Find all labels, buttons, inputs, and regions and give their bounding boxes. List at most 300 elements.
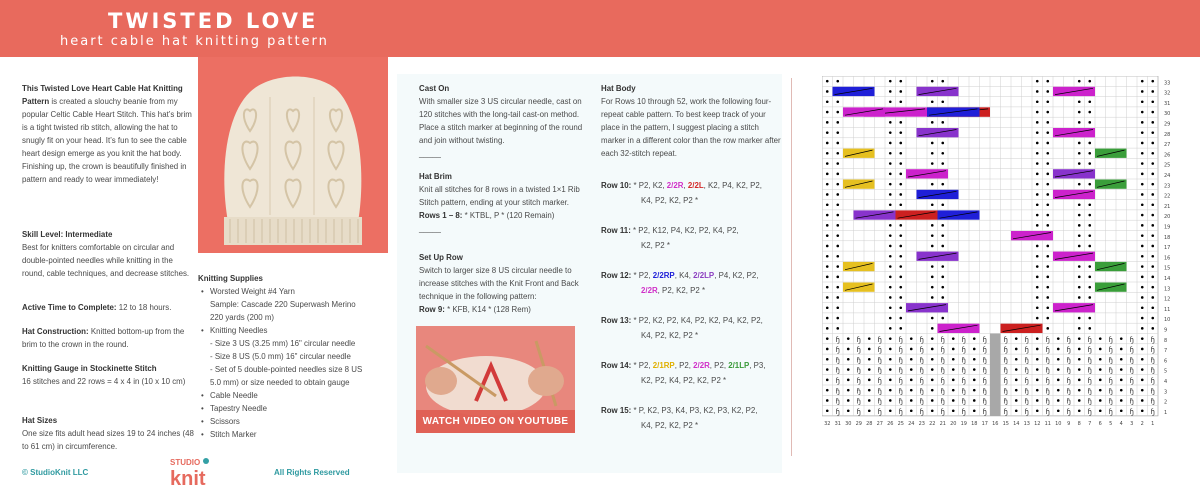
purl-dot bbox=[910, 399, 913, 402]
purl-dot bbox=[826, 224, 829, 227]
ktbl-symbol: ɧ bbox=[1087, 387, 1092, 396]
purl-dot bbox=[1078, 111, 1081, 114]
purl-dot bbox=[1088, 100, 1091, 103]
purl-dot bbox=[1046, 286, 1049, 289]
column-number-label: 21 bbox=[939, 420, 946, 427]
purl-dot bbox=[826, 327, 829, 330]
column-divider bbox=[791, 78, 792, 456]
cable-term: 2/2R bbox=[693, 361, 710, 370]
purl-dot bbox=[889, 348, 892, 351]
purl-dot bbox=[1120, 379, 1123, 382]
purl-dot bbox=[910, 389, 913, 392]
purl-dot bbox=[1151, 317, 1154, 320]
purl-dot bbox=[1141, 255, 1144, 258]
purl-dot bbox=[952, 379, 955, 382]
purl-dot bbox=[1046, 193, 1049, 196]
ktbl-symbol: ɧ bbox=[919, 346, 924, 355]
purl-dot bbox=[1078, 399, 1081, 402]
row-instruction bbox=[601, 223, 739, 253]
purl-dot bbox=[847, 348, 850, 351]
row-label: Row 15: bbox=[601, 406, 632, 415]
purl-dot bbox=[1088, 142, 1091, 145]
purl-dot bbox=[1046, 121, 1049, 124]
purl-dot bbox=[1078, 368, 1081, 371]
purl-dot bbox=[1036, 152, 1039, 155]
purl-dot bbox=[1078, 234, 1081, 237]
purl-dot bbox=[941, 286, 944, 289]
cable-term: 2/2RP bbox=[652, 271, 675, 280]
supplies-section bbox=[198, 272, 393, 441]
purl-dot bbox=[847, 337, 850, 340]
construction-label: Hat Construction: bbox=[22, 327, 89, 336]
purl-dot bbox=[1141, 203, 1144, 206]
purl-dot bbox=[889, 368, 892, 371]
purl-dot bbox=[910, 379, 913, 382]
purl-dot bbox=[826, 152, 829, 155]
supply-item: - Set of 5 double-pointed needles size 8 US bbox=[210, 365, 363, 374]
purl-dot bbox=[836, 276, 839, 279]
ktbl-symbol: ɧ bbox=[919, 397, 924, 406]
purl-dot bbox=[889, 379, 892, 382]
supply-item: • Tapestry Needle bbox=[198, 402, 393, 415]
row-text: * P, K2, P3, K4, P3, K2, P3, K2, P2, bbox=[631, 406, 758, 415]
purl-dot bbox=[836, 265, 839, 268]
row-number-label: 1 bbox=[1164, 409, 1168, 416]
purl-dot bbox=[1078, 358, 1081, 361]
column-number-label: 31 bbox=[834, 420, 841, 427]
purl-dot bbox=[1151, 203, 1154, 206]
purl-dot bbox=[836, 317, 839, 320]
ktbl-symbol: ɧ bbox=[1108, 356, 1113, 365]
purl-dot bbox=[868, 379, 871, 382]
logo-bottom-text: knit bbox=[170, 468, 206, 488]
purl-dot bbox=[836, 173, 839, 176]
purl-dot bbox=[1141, 327, 1144, 330]
purl-dot bbox=[836, 203, 839, 206]
ktbl-symbol: ɧ bbox=[1066, 356, 1071, 365]
purl-dot bbox=[899, 286, 902, 289]
ktbl-symbol: ɧ bbox=[940, 346, 945, 355]
purl-dot bbox=[889, 317, 892, 320]
ktbl-symbol: ɧ bbox=[982, 387, 987, 396]
purl-dot bbox=[826, 265, 829, 268]
purl-dot bbox=[836, 152, 839, 155]
purl-dot bbox=[836, 296, 839, 299]
purl-dot bbox=[1141, 121, 1144, 124]
purl-dot bbox=[1099, 348, 1102, 351]
purl-dot bbox=[1078, 100, 1081, 103]
purl-dot bbox=[1046, 162, 1049, 165]
row-number-label: 30 bbox=[1164, 111, 1171, 118]
row-number-label: 26 bbox=[1164, 152, 1171, 159]
setup-section bbox=[419, 251, 591, 316]
ktbl-symbol: ɧ bbox=[1129, 387, 1134, 396]
purl-dot bbox=[826, 214, 829, 217]
row-number-label: 15 bbox=[1164, 265, 1171, 272]
purl-dot bbox=[941, 121, 944, 124]
purl-dot bbox=[826, 317, 829, 320]
purl-dot bbox=[1046, 90, 1049, 93]
purl-dot bbox=[1046, 306, 1049, 309]
row-continuation bbox=[601, 286, 705, 295]
purl-dot bbox=[1088, 80, 1091, 83]
purl-dot bbox=[899, 224, 902, 227]
purl-dot bbox=[1036, 306, 1039, 309]
purl-dot bbox=[868, 399, 871, 402]
ktbl-symbol: ɧ bbox=[835, 346, 840, 355]
purl-dot bbox=[1046, 255, 1049, 258]
row-number-label: 2 bbox=[1164, 399, 1168, 406]
purl-dot bbox=[931, 100, 934, 103]
copyright-text: © StudioKnit LLC bbox=[22, 468, 89, 477]
row-number-label: 32 bbox=[1164, 90, 1171, 97]
brim-text: Knit all stitches for 8 rows in a twisted 1×1 Rib Stitch pattern, ending at your stitch marker. bbox=[419, 185, 580, 207]
purl-dot bbox=[1046, 111, 1049, 114]
purl-dot bbox=[899, 296, 902, 299]
purl-dot bbox=[1088, 214, 1091, 217]
cable-term: 2/2R bbox=[666, 181, 684, 190]
purl-dot bbox=[1078, 409, 1081, 412]
setup-row-label: Row 9: bbox=[419, 305, 445, 314]
purl-dot bbox=[1141, 399, 1144, 402]
purl-dot bbox=[1078, 152, 1081, 155]
purl-dot bbox=[1088, 234, 1091, 237]
purl-dot bbox=[1151, 306, 1154, 309]
purl-dot bbox=[826, 389, 829, 392]
ktbl-symbol: ɧ bbox=[1045, 356, 1050, 365]
row-label: Row 13: bbox=[601, 316, 632, 325]
purl-dot bbox=[1036, 142, 1039, 145]
purl-dot bbox=[952, 389, 955, 392]
purl-dot bbox=[931, 203, 934, 206]
purl-dot bbox=[1057, 348, 1060, 351]
row-text: , P2, bbox=[709, 361, 729, 370]
purl-dot bbox=[931, 389, 934, 392]
purl-dot bbox=[1078, 337, 1081, 340]
purl-dot bbox=[889, 306, 892, 309]
purl-dot bbox=[836, 234, 839, 237]
purl-dot bbox=[899, 234, 902, 237]
purl-dot bbox=[868, 358, 871, 361]
purl-dot bbox=[868, 389, 871, 392]
purl-dot bbox=[1120, 389, 1123, 392]
youtube-video-thumbnail[interactable] bbox=[416, 326, 575, 433]
construction-value: Knitted bottom-up from the brim to the crown in the round. bbox=[22, 327, 185, 349]
ktbl-symbol: ɧ bbox=[1045, 397, 1050, 406]
purl-dot bbox=[1078, 296, 1081, 299]
ktbl-symbol: ɧ bbox=[1150, 387, 1155, 396]
purl-dot bbox=[826, 358, 829, 361]
row-text: , K2, P4, K2, P2, bbox=[703, 181, 762, 190]
purl-dot bbox=[836, 142, 839, 145]
purl-dot bbox=[836, 121, 839, 124]
purl-dot bbox=[952, 368, 955, 371]
purl-dot bbox=[889, 234, 892, 237]
purl-dot bbox=[931, 142, 934, 145]
ktbl-symbol: ɧ bbox=[919, 377, 924, 385]
column-number-label: 24 bbox=[908, 420, 915, 427]
purl-dot bbox=[1141, 234, 1144, 237]
row-number-label: 10 bbox=[1164, 317, 1171, 324]
ktbl-symbol: ɧ bbox=[877, 356, 882, 365]
purl-dot bbox=[1141, 296, 1144, 299]
purl-dot bbox=[868, 368, 871, 371]
row-continuation: K4, P2, K2, P2 * bbox=[641, 331, 699, 340]
ktbl-symbol: ɧ bbox=[1066, 346, 1071, 355]
row-number-label: 12 bbox=[1164, 296, 1171, 303]
ktbl-symbol: ɧ bbox=[1129, 366, 1134, 375]
ktbl-symbol: ɧ bbox=[1003, 346, 1008, 355]
row-label: Row 11: bbox=[601, 226, 631, 235]
purl-dot bbox=[1151, 173, 1154, 176]
column-number-label: 25 bbox=[897, 420, 904, 427]
purl-dot bbox=[1078, 80, 1081, 83]
intro-text: is created a slouchy beanie from my popular Celtic Cable Heart Stitch. This hat’s brim is a tight twisted rib stitch, allowing the hat to snugly fit on your head. It’s fun to see the cable heart design emerge as you knit the hat body. Finishing up, the crown is beautifully finished in pattern and ready to wear immediately! bbox=[22, 97, 192, 184]
column-number-label: 12 bbox=[1034, 420, 1041, 427]
purl-dot bbox=[941, 142, 944, 145]
ktbl-symbol: ɧ bbox=[1045, 377, 1050, 385]
purl-dot bbox=[1078, 379, 1081, 382]
purl-dot bbox=[1141, 224, 1144, 227]
ktbl-symbol: ɧ bbox=[856, 407, 861, 416]
purl-dot bbox=[1036, 317, 1039, 320]
row-text: * P2, bbox=[631, 361, 653, 370]
purl-dot bbox=[973, 368, 976, 371]
purl-dot bbox=[899, 152, 902, 155]
page-title: TWISTED LOVE bbox=[108, 9, 319, 33]
column-number-label: 10 bbox=[1055, 420, 1062, 427]
setup-row-text: * KFB, K14 * (128 Rem) bbox=[444, 305, 531, 314]
purl-dot bbox=[1141, 245, 1144, 248]
purl-dot bbox=[889, 327, 892, 330]
ktbl-symbol: ɧ bbox=[1150, 366, 1155, 375]
row-label: Row 12: bbox=[601, 271, 632, 280]
purl-dot bbox=[1078, 121, 1081, 124]
row-number-label: 33 bbox=[1164, 80, 1171, 87]
caston-text: With smaller size 3 US circular needle, cast on 120 stitches with the long-tail cast-on method. Place a stitch marker at beginning of the round and join without twisting. bbox=[419, 97, 583, 145]
purl-dot bbox=[1015, 368, 1018, 371]
ktbl-symbol: ɧ bbox=[856, 397, 861, 406]
purl-dot bbox=[973, 399, 976, 402]
purl-dot bbox=[899, 203, 902, 206]
ktbl-symbol: ɧ bbox=[1066, 366, 1071, 375]
row-number-label: 5 bbox=[1164, 368, 1168, 375]
purl-dot bbox=[973, 337, 976, 340]
row-label: Row 10: bbox=[601, 181, 632, 190]
purl-dot bbox=[1046, 203, 1049, 206]
purl-dot bbox=[899, 276, 902, 279]
row-number-label: 28 bbox=[1164, 131, 1171, 138]
purl-dot bbox=[1078, 327, 1081, 330]
purl-dot bbox=[931, 276, 934, 279]
purl-dot bbox=[1099, 379, 1102, 382]
ktbl-symbol: ɧ bbox=[1024, 366, 1029, 375]
ktbl-symbol: ɧ bbox=[1087, 335, 1092, 344]
purl-dot bbox=[826, 234, 829, 237]
ktbl-symbol: ɧ bbox=[961, 407, 966, 416]
column-number-label: 29 bbox=[855, 420, 862, 427]
row-text: , P2, K2, P2 * bbox=[657, 286, 706, 295]
caston-section bbox=[419, 82, 591, 160]
row-number-label: 7 bbox=[1164, 348, 1168, 355]
purl-dot bbox=[1078, 183, 1081, 186]
column-number-label: 8 bbox=[1077, 420, 1081, 427]
purl-dot bbox=[826, 100, 829, 103]
purl-dot bbox=[941, 234, 944, 237]
purl-dot bbox=[1046, 317, 1049, 320]
ktbl-symbol: ɧ bbox=[877, 346, 882, 355]
purl-dot bbox=[1141, 131, 1144, 134]
purl-dot bbox=[1099, 409, 1102, 412]
brim-rows-label: Rows 1 – 8: bbox=[419, 211, 463, 220]
purl-dot bbox=[836, 327, 839, 330]
purl-dot bbox=[931, 327, 934, 330]
purl-dot bbox=[1151, 111, 1154, 114]
ktbl-symbol: ɧ bbox=[1150, 335, 1155, 344]
ktbl-symbol: ɧ bbox=[1003, 335, 1008, 344]
purl-dot bbox=[1141, 389, 1144, 392]
purl-dot bbox=[826, 111, 829, 114]
purl-dot bbox=[931, 183, 934, 186]
ktbl-symbol: ɧ bbox=[1087, 377, 1092, 385]
purl-dot bbox=[1078, 286, 1081, 289]
ktbl-symbol: ɧ bbox=[1150, 397, 1155, 406]
purl-dot bbox=[952, 348, 955, 351]
purl-dot bbox=[1046, 142, 1049, 145]
supply-item: • Stitch Marker bbox=[198, 428, 393, 441]
row-number-label: 19 bbox=[1164, 224, 1171, 231]
purl-dot bbox=[836, 245, 839, 248]
purl-dot bbox=[1099, 399, 1102, 402]
column-number-label: 26 bbox=[887, 420, 894, 427]
row-text: , K4, bbox=[674, 271, 694, 280]
purl-dot bbox=[1078, 245, 1081, 248]
ktbl-symbol: ɧ bbox=[1129, 335, 1134, 344]
ktbl-symbol: ɧ bbox=[1129, 356, 1134, 365]
purl-dot bbox=[1151, 131, 1154, 134]
purl-dot bbox=[910, 348, 913, 351]
row-number-label: 8 bbox=[1164, 337, 1168, 344]
purl-dot bbox=[1141, 162, 1144, 165]
cable-term: 2/2L bbox=[687, 181, 704, 190]
row-text: * P2, K2, bbox=[631, 181, 667, 190]
ktbl-symbol: ɧ bbox=[898, 356, 903, 365]
purl-dot bbox=[910, 368, 913, 371]
setup-title: Set Up Row bbox=[419, 253, 463, 262]
ktbl-symbol: ɧ bbox=[1003, 356, 1008, 365]
cable-term: 2/2R bbox=[641, 286, 658, 295]
row-instruction bbox=[601, 178, 762, 208]
purl-dot bbox=[889, 337, 892, 340]
purl-dot bbox=[868, 337, 871, 340]
purl-dot bbox=[826, 162, 829, 165]
purl-dot bbox=[836, 100, 839, 103]
purl-dot bbox=[899, 131, 902, 134]
purl-dot bbox=[1141, 276, 1144, 279]
ktbl-symbol: ɧ bbox=[940, 407, 945, 416]
purl-dot bbox=[931, 152, 934, 155]
purl-dot bbox=[889, 399, 892, 402]
purl-dot bbox=[1036, 276, 1039, 279]
sizes-label: Hat Sizes bbox=[22, 416, 58, 425]
purl-dot bbox=[1141, 80, 1144, 83]
purl-dot bbox=[826, 203, 829, 206]
purl-dot bbox=[1036, 162, 1039, 165]
ktbl-symbol: ɧ bbox=[856, 335, 861, 344]
purl-dot bbox=[1036, 80, 1039, 83]
purl-dot bbox=[1057, 409, 1060, 412]
purl-dot bbox=[1015, 358, 1018, 361]
column-number-label: 6 bbox=[1098, 420, 1102, 427]
purl-dot bbox=[847, 368, 850, 371]
purl-dot bbox=[1078, 389, 1081, 392]
purl-dot bbox=[1046, 296, 1049, 299]
purl-dot bbox=[826, 121, 829, 124]
row-number-label: 18 bbox=[1164, 234, 1171, 241]
ktbl-symbol: ɧ bbox=[898, 397, 903, 406]
watch-video-label[interactable]: WATCH VIDEO ON YOUTUBE bbox=[416, 410, 575, 433]
purl-dot bbox=[1141, 379, 1144, 382]
ktbl-symbol: ɧ bbox=[877, 377, 882, 385]
purl-dot bbox=[973, 358, 976, 361]
ktbl-symbol: ɧ bbox=[1003, 397, 1008, 406]
purl-dot bbox=[826, 296, 829, 299]
column-number-label: 30 bbox=[845, 420, 852, 427]
ktbl-symbol: ɧ bbox=[856, 387, 861, 396]
purl-dot bbox=[973, 409, 976, 412]
ktbl-symbol: ɧ bbox=[1108, 366, 1113, 375]
purl-dot bbox=[1088, 203, 1091, 206]
no-stitch-column bbox=[990, 334, 1001, 416]
brim-rows-text: * KTBL, P * (120 Remain) bbox=[462, 211, 555, 220]
ktbl-symbol: ɧ bbox=[898, 366, 903, 375]
purl-dot bbox=[889, 286, 892, 289]
time-value: 12 to 18 hours. bbox=[116, 303, 172, 312]
purl-dot bbox=[836, 131, 839, 134]
purl-dot bbox=[931, 245, 934, 248]
row-number-label: 29 bbox=[1164, 121, 1171, 128]
time-section bbox=[22, 301, 194, 314]
purl-dot bbox=[1088, 276, 1091, 279]
column-number-label: 2 bbox=[1140, 420, 1144, 427]
purl-dot bbox=[1088, 296, 1091, 299]
cable-term: 2/2LP bbox=[693, 271, 715, 280]
ktbl-symbol: ɧ bbox=[1129, 407, 1134, 416]
ktbl-symbol: ɧ bbox=[1045, 407, 1050, 416]
ktbl-symbol: ɧ bbox=[1003, 407, 1008, 416]
purl-dot bbox=[1036, 255, 1039, 258]
column-number-label: 13 bbox=[1023, 420, 1030, 427]
purl-dot bbox=[1036, 348, 1039, 351]
row-number-label: 20 bbox=[1164, 214, 1171, 221]
ktbl-symbol: ɧ bbox=[1087, 346, 1092, 355]
purl-dot bbox=[836, 286, 839, 289]
purl-dot bbox=[1036, 265, 1039, 268]
purl-dot bbox=[889, 224, 892, 227]
purl-dot bbox=[889, 276, 892, 279]
purl-dot bbox=[889, 80, 892, 83]
purl-dot bbox=[910, 337, 913, 340]
purl-dot bbox=[952, 358, 955, 361]
purl-dot bbox=[1078, 224, 1081, 227]
supply-item: • Worsted Weight #4 Yarn bbox=[198, 285, 393, 298]
ktbl-symbol: ɧ bbox=[1024, 407, 1029, 416]
ktbl-symbol: ɧ bbox=[835, 335, 840, 344]
purl-dot bbox=[1078, 265, 1081, 268]
purl-dot bbox=[1046, 327, 1049, 330]
purl-dot bbox=[1078, 276, 1081, 279]
purl-dot bbox=[889, 131, 892, 134]
